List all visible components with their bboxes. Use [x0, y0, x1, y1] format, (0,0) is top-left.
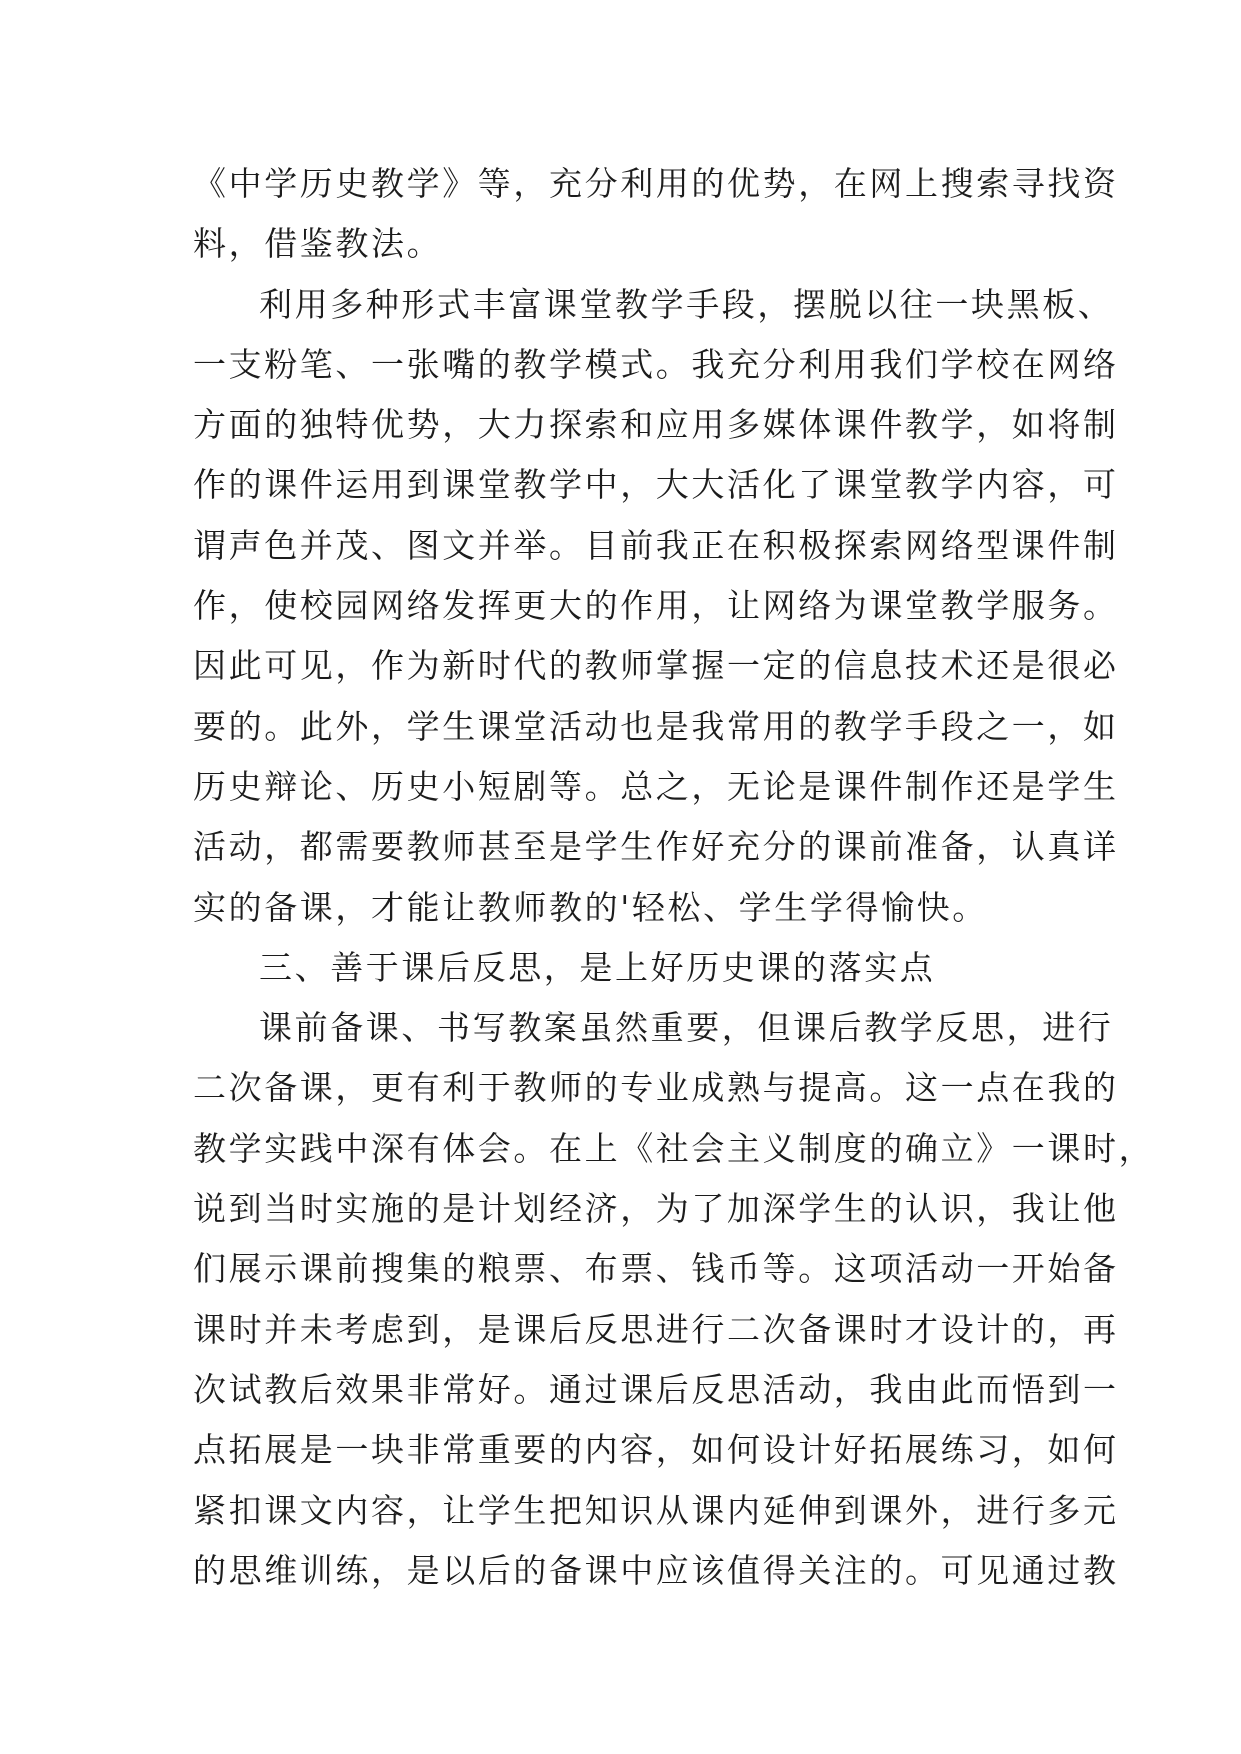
text-line: 次试教后效果非常好。通过课后反思活动，我由此而悟到一 — [193, 1369, 1119, 1409]
text-line: 课前备课、书写教案虽然重要，但课后教学反思，进行 — [259, 1008, 1114, 1048]
text-line: 教学实践中深有体会。在上《社会主义制度的确立》一课时， — [193, 1128, 1155, 1168]
text-line: 利用多种形式丰富课堂教学手段，摆脱以往一块黑板、 — [259, 284, 1114, 324]
text-line: 作，使校园网络发挥更大的作用，让网络为课堂教学服务。 — [193, 586, 1119, 626]
text-line: 说到当时实施的是计划经济，为了加深学生的认识，我让他 — [193, 1189, 1119, 1229]
text-line: 作的课件运用到课堂教学中，大大活化了课堂教学内容，可 — [193, 465, 1119, 505]
text-line: 二次备课，更有利于教师的专业成熟与提高。这一点在我的 — [193, 1068, 1119, 1108]
body-text — [193, 154, 1155, 1601]
text-line: 方面的独特优势，大力探索和应用多媒体课件教学，如将制 — [193, 405, 1119, 445]
text-line: 们展示课前搜集的粮票、布票、钱币等。这项活动一开始备 — [193, 1249, 1119, 1289]
section-heading: 三、善于课后反思，是上好历史课的落实点 — [259, 947, 936, 987]
text-line: 课时并未考虑到，是课后反思进行二次备课时才设计的，再 — [193, 1309, 1119, 1349]
text-line: 历史辩论、历史小短剧等。总之，无论是课件制作还是学生 — [193, 766, 1119, 806]
text-line: 一支粉笔、一张嘴的教学模式。我充分利用我们学校在网络 — [193, 344, 1119, 384]
text-line: 紧扣课文内容，让学生把知识从课内延伸到课外，进行多元 — [193, 1490, 1119, 1530]
text-line: 的思维训练，是以后的备课中应该值得关注的。可见通过教 — [193, 1550, 1119, 1590]
text-line: 活动，都需要教师甚至是学生作好充分的课前准备，认真详 — [193, 827, 1119, 867]
text-line: 要的。此外，学生课堂活动也是我常用的教学手段之一，如 — [193, 706, 1119, 746]
text-line: 点拓展是一块非常重要的内容，如何设计好拓展练习，如何 — [193, 1430, 1119, 1470]
text-line: 因此可见，作为新时代的教师掌握一定的信息技术还是很必 — [193, 646, 1119, 686]
text-line: 料，借鉴教法。 — [193, 224, 443, 264]
text-line: 实的备课，才能让教师教的'轻松、学生学得愉快。 — [193, 887, 988, 927]
text-line: 谓声色并茂、图文并举。目前我正在积极探索网络型课件制 — [193, 525, 1119, 565]
text-line: 《中学历史教学》等，充分利用的优势，在网上搜索寻找资 — [193, 164, 1119, 203]
